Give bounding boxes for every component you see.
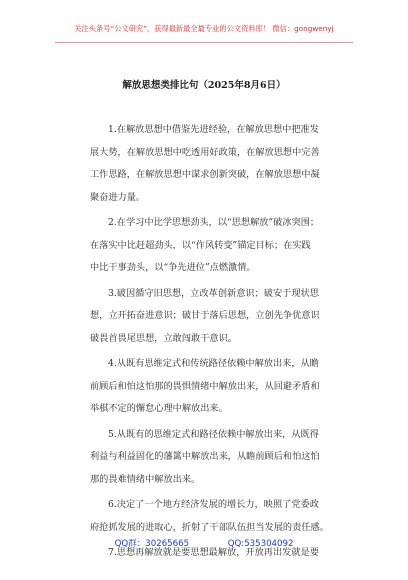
paragraph-4: [90, 353, 350, 421]
footer-qq-group: QQ群：30265665: [114, 539, 190, 549]
paragraph-line: 想，立开拓奋进意识；破甘于落后思想，立创先争优意识: [90, 310, 320, 321]
footer-qq-number: QQ:535304092: [227, 539, 294, 549]
paragraph-line: 3.破因循守旧思想，立改革创新意识；破安于现状思: [108, 287, 319, 299]
paragraph-line: 破畏首畏尾思想，立敢闯敢干意识。: [90, 332, 237, 344]
paragraph-line: 那的畏难情绪中解放出来。: [90, 473, 201, 485]
paragraph-line: 6.决定了一个地方经济发展的增长力，映照了党委政: [108, 499, 319, 510]
paragraph-6: [90, 494, 350, 539]
header-divider: [55, 42, 353, 43]
paragraph-1: [90, 119, 350, 209]
paragraph-line: 1.在解放思想中借鉴先进经验，在解放思想中把准发: [108, 124, 319, 135]
paragraph-5: [90, 424, 350, 492]
paragraph-line: 在落实中比赶超劲头，以“作风转变”锚定目标；在实践: [90, 239, 311, 251]
paragraph-line: 展大势，在解放思想中吃透用好政策，在解放思想中完善: [90, 146, 320, 158]
document-body: [90, 119, 350, 568]
paragraph-line: 工作思路，在解放思想中谋求创新突破，在解放思想中凝: [90, 169, 320, 180]
paragraph-line: 中比干事劲头，以“争先进位”点燃激情。: [90, 262, 256, 273]
paragraph-line: 4.从既有思维定式和传统路径依赖中解放出来，从瞻: [108, 358, 319, 369]
paragraph-line: 举棋不定的懈怠心理中解放出来。: [90, 403, 228, 414]
paragraph-line: 5.从既有的思维定式和路径依赖中解放出来，从既得: [108, 428, 319, 440]
footer-contact: [0, 537, 408, 549]
paragraph-3: [90, 283, 350, 351]
paragraph-line: 2.在学习中比学思想劲头，以“思想解放”破冰突围；: [108, 217, 320, 228]
paragraph-line: 7.思想再解放就是要思想最解放，开放再出发就是要: [108, 547, 319, 558]
paragraph-line: 前顾后和怕这怕那的畏惧情绪中解放出来，从回避矛盾和: [90, 380, 320, 392]
header-banner: 关注头条号“公文研究”，获得最新最全最专业的公文资料库！ 微信：gongwenyj: [74, 24, 334, 33]
document-title: 解放思想类排比句（2025年8月6日）: [122, 80, 286, 91]
paragraph-line: 聚奋进力量。: [90, 191, 146, 203]
paragraph-line: 府抢抓发展的进取心，折射了干部队伍担当发展的责任感。: [90, 521, 329, 533]
paragraph-line: 利益与利益固化的藩篱中解放出来，从瞻前顾后和怕这怕: [90, 451, 320, 462]
paragraph-2: [90, 212, 350, 280]
